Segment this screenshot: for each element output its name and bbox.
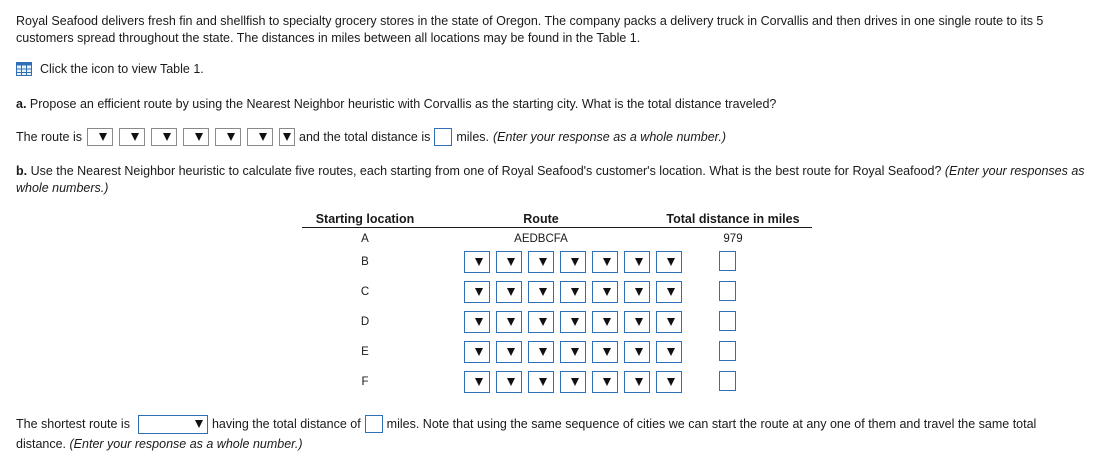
route-dropdown[interactable] (656, 371, 682, 393)
route-dropdown[interactable] (656, 281, 682, 303)
chevron-down-icon (667, 318, 675, 326)
final-answer-line2 (16, 437, 303, 451)
chevron-down-icon (227, 133, 235, 141)
distance-input[interactable] (719, 311, 736, 331)
route-stop-1-dropdown[interactable] (87, 128, 113, 146)
part-b-text: Use the Nearest Neighbor heuristic to calculate five routes, each starting from one of Royal Seafood's customer's location. What is the best route for Royal Seafood? (30, 164, 942, 178)
route-dropdowns (464, 281, 682, 303)
chevron-down-icon (667, 288, 675, 296)
chevron-down-icon (195, 420, 203, 428)
chevron-down-icon (507, 288, 515, 296)
route-dropdown[interactable] (560, 281, 586, 303)
part-a-instruction: (Enter your response as a whole number.) (493, 130, 726, 144)
route-dropdown[interactable] (592, 251, 618, 273)
part-b-label: b. (16, 164, 28, 178)
distance-input[interactable] (719, 281, 736, 301)
route-dropdown[interactable] (624, 281, 650, 303)
part-a-text: Propose an efficient route by using the Nearest Neighbor heuristic with Corvallis as the starting city. What is the total distance traveled? (29, 97, 777, 111)
table-row (302, 277, 812, 307)
route-dropdown[interactable] (624, 311, 650, 333)
part-a-question (16, 96, 1086, 113)
route-dropdown[interactable] (528, 341, 554, 363)
table-link-row[interactable] (16, 61, 204, 77)
routes-table (302, 210, 812, 397)
chevron-down-icon (571, 378, 579, 386)
chevron-down-icon (475, 318, 483, 326)
final-instruction: (Enter your response as a whole number.) (69, 437, 303, 451)
part-b-question (16, 163, 1086, 197)
route-prefix: The route is (16, 130, 83, 144)
route-dropdown[interactable] (656, 341, 682, 363)
chevron-down-icon (507, 318, 515, 326)
route-dropdown[interactable] (656, 251, 682, 273)
chevron-down-icon (571, 348, 579, 356)
route-dropdown[interactable] (656, 311, 682, 333)
chevron-down-icon (635, 318, 643, 326)
final-suffix: miles. Note that using the same sequence of cities we can start the route at any one of them and travel the same total (386, 417, 1037, 431)
chevron-down-icon (635, 378, 643, 386)
chevron-down-icon (635, 258, 643, 266)
header-starting-location: Starting location (315, 212, 415, 226)
route-dropdown[interactable] (528, 371, 554, 393)
chevron-down-icon (539, 258, 547, 266)
route-dropdown[interactable] (496, 281, 522, 303)
chevron-down-icon (163, 133, 171, 141)
chevron-down-icon (571, 258, 579, 266)
chevron-down-icon (603, 348, 611, 356)
chevron-down-icon (475, 348, 483, 356)
chevron-down-icon (539, 348, 547, 356)
final-answer-row (16, 415, 1036, 433)
route-dropdown[interactable] (528, 281, 554, 303)
distance-input[interactable] (719, 341, 736, 361)
chevron-down-icon (507, 378, 515, 386)
chevron-down-icon (195, 133, 203, 141)
route-dropdown[interactable] (464, 281, 490, 303)
route-stop-5-dropdown[interactable] (215, 128, 241, 146)
route-dropdown[interactable] (592, 311, 618, 333)
part-b-instruction: (Enter your responses as whole numbers.) (16, 164, 1085, 195)
chevron-down-icon (571, 318, 579, 326)
route-dropdown[interactable] (464, 371, 490, 393)
start-cell: C (360, 286, 370, 298)
header-route: Route (523, 212, 559, 226)
distance-cell: 979 (723, 233, 743, 245)
route-dropdown[interactable] (496, 251, 522, 273)
header-total-distance: Total distance in miles (666, 212, 800, 226)
distance-prefix: and the total distance is (299, 130, 431, 144)
route-dropdowns (464, 341, 682, 363)
route-dropdown[interactable] (592, 281, 618, 303)
route-dropdown[interactable] (496, 371, 522, 393)
chevron-down-icon (475, 258, 483, 266)
route-dropdowns (464, 251, 682, 273)
route-stop-6-dropdown[interactable] (247, 128, 273, 146)
route-stop-2-dropdown[interactable] (119, 128, 145, 146)
route-dropdown[interactable] (496, 341, 522, 363)
route-dropdown[interactable] (592, 371, 618, 393)
route-dropdown[interactable] (528, 251, 554, 273)
chevron-down-icon (603, 318, 611, 326)
start-cell: B (361, 256, 369, 268)
start-cell: F (361, 376, 369, 388)
chevron-down-icon (539, 318, 547, 326)
chevron-down-icon (603, 288, 611, 296)
start-cell: D (360, 316, 370, 328)
table-row (302, 337, 812, 367)
chevron-down-icon (667, 348, 675, 356)
distance-suffix: miles. (456, 130, 490, 144)
final-line2-prefix: distance. (16, 437, 67, 451)
route-dropdown[interactable] (624, 371, 650, 393)
route-dropdown[interactable] (592, 341, 618, 363)
table-header-row (302, 210, 812, 228)
chevron-down-icon (259, 133, 267, 141)
chevron-down-icon (603, 378, 611, 386)
chevron-down-icon (603, 258, 611, 266)
chevron-down-icon (131, 133, 139, 141)
route-dropdown[interactable] (560, 311, 586, 333)
route-cell: AEDBCFA (514, 233, 568, 245)
route-dropdown[interactable] (464, 341, 490, 363)
route-dropdown[interactable] (496, 311, 522, 333)
table-row (302, 247, 812, 277)
part-a-label: a. (16, 97, 27, 111)
chevron-down-icon (99, 133, 107, 141)
route-stop-7-dropdown[interactable] (279, 128, 295, 146)
chevron-down-icon (539, 378, 547, 386)
distance-input[interactable] (719, 251, 736, 271)
route-dropdowns (464, 371, 682, 393)
shortest-route-dropdown[interactable] (138, 415, 208, 434)
total-distance-input[interactable] (434, 128, 452, 146)
route-dropdown[interactable] (624, 251, 650, 273)
start-cell: E (361, 346, 369, 358)
route-stop-3-dropdown[interactable] (151, 128, 177, 146)
route-dropdown[interactable] (560, 251, 586, 273)
chevron-down-icon (475, 288, 483, 296)
route-dropdown[interactable] (464, 251, 490, 273)
route-dropdown[interactable] (560, 341, 586, 363)
chevron-down-icon (571, 288, 579, 296)
chevron-down-icon (507, 258, 515, 266)
chevron-down-icon (667, 258, 675, 266)
distance-input[interactable] (719, 371, 736, 391)
table-row (302, 307, 812, 337)
route-dropdown[interactable] (560, 371, 586, 393)
route-dropdown[interactable] (624, 341, 650, 363)
part-a-answer-row (16, 128, 726, 146)
start-cell: A (361, 233, 369, 245)
chevron-down-icon (507, 348, 515, 356)
table-icon[interactable] (16, 62, 32, 76)
chevron-down-icon (539, 288, 547, 296)
chevron-down-icon (475, 378, 483, 386)
table-row (302, 367, 812, 397)
chevron-down-icon (283, 133, 291, 141)
final-middle: having the total distance of (211, 417, 361, 431)
route-dropdown[interactable] (528, 311, 554, 333)
final-prefix: The shortest route is (16, 417, 130, 431)
chevron-down-icon (635, 288, 643, 296)
table-row (302, 231, 812, 247)
route-dropdowns (464, 311, 682, 333)
chevron-down-icon (667, 378, 675, 386)
route-stop-4-dropdown[interactable] (183, 128, 209, 146)
chevron-down-icon (635, 348, 643, 356)
problem-intro: Royal Seafood delivers fresh fin and shellfish to specialty grocery stores in the state of Oregon. The company packs a delivery truck in Corvallis and then drives in one single route to its 5 customers spread throughout the state. The distances in miles between all locations may be found in the Table 1. (16, 14, 1044, 45)
shortest-distance-input[interactable] (365, 415, 383, 433)
route-dropdown[interactable] (464, 311, 490, 333)
table-link-text[interactable]: Click the icon to view Table 1. (40, 62, 204, 76)
